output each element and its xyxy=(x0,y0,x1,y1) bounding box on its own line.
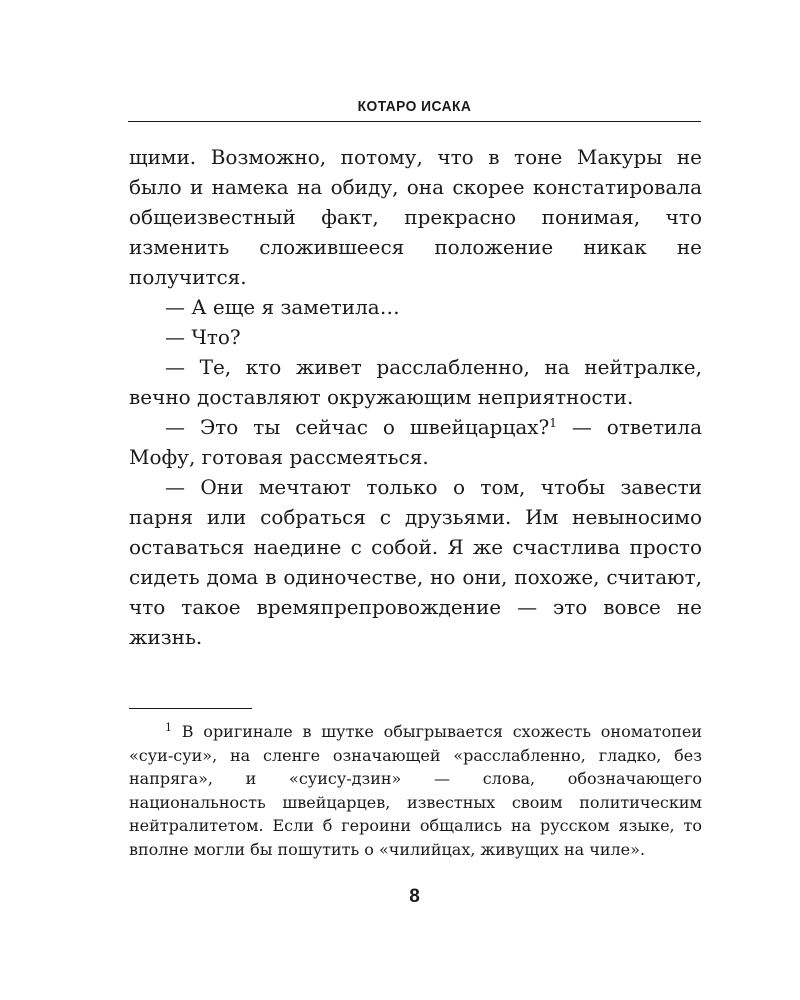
paragraph: щими. Возможно, потому, что в тоне Макуры не было и намека на обиду, она скорее констатировала общеизвестный факт, прекрасно понимая, что изменить сложившееся положение никак не получится. xyxy=(129,145,702,289)
paragraph-with-footnote xyxy=(129,412,702,472)
page-number: 8 xyxy=(409,886,420,907)
paragraph: — А еще я заметила… xyxy=(165,295,400,319)
paragraph: — Те, кто живет расслабленно, на нейтралке, вечно доставляют окружающим неприятности. xyxy=(129,355,702,409)
footnote-reference: 1 xyxy=(549,416,557,430)
paragraph: — Они мечтают только о том, чтобы завести парня или собраться с друзьями. Им невыносимо оставаться наедине с собой. Я же счастлива просто сидеть дома в одиночестве, но они, похоже, считают, что такое времяпрепровождение — это вовсе не жизнь. xyxy=(129,475,702,649)
dialogue-text: — Это ты сейчас о швейцарцах? xyxy=(165,415,550,439)
paragraph: — Что? xyxy=(165,325,241,349)
footnote-text: В оригинале в шутке обыгрывается схожесть ономатопеи «суи-суи», на сленге означающей «расслабленно, гладко, без напряга», и «суису-дзин» — слова, обозначающего национальность швейцарцев, известных своим политическим нейтралитетом. Если б героини общались на русском языке, то вполне могли бы пошутить о «чилийцах, живущих на чиле». xyxy=(129,722,702,859)
dialogue-text: — ответила Мофу, готовая рассмеяться. xyxy=(129,415,703,469)
footnote xyxy=(129,720,702,861)
footnote-rule xyxy=(129,708,252,709)
header-rule xyxy=(128,121,701,122)
running-head: КОТАРО ИСАКА xyxy=(357,98,472,115)
body-text xyxy=(129,142,702,652)
footnote-marker: 1 xyxy=(165,721,172,734)
